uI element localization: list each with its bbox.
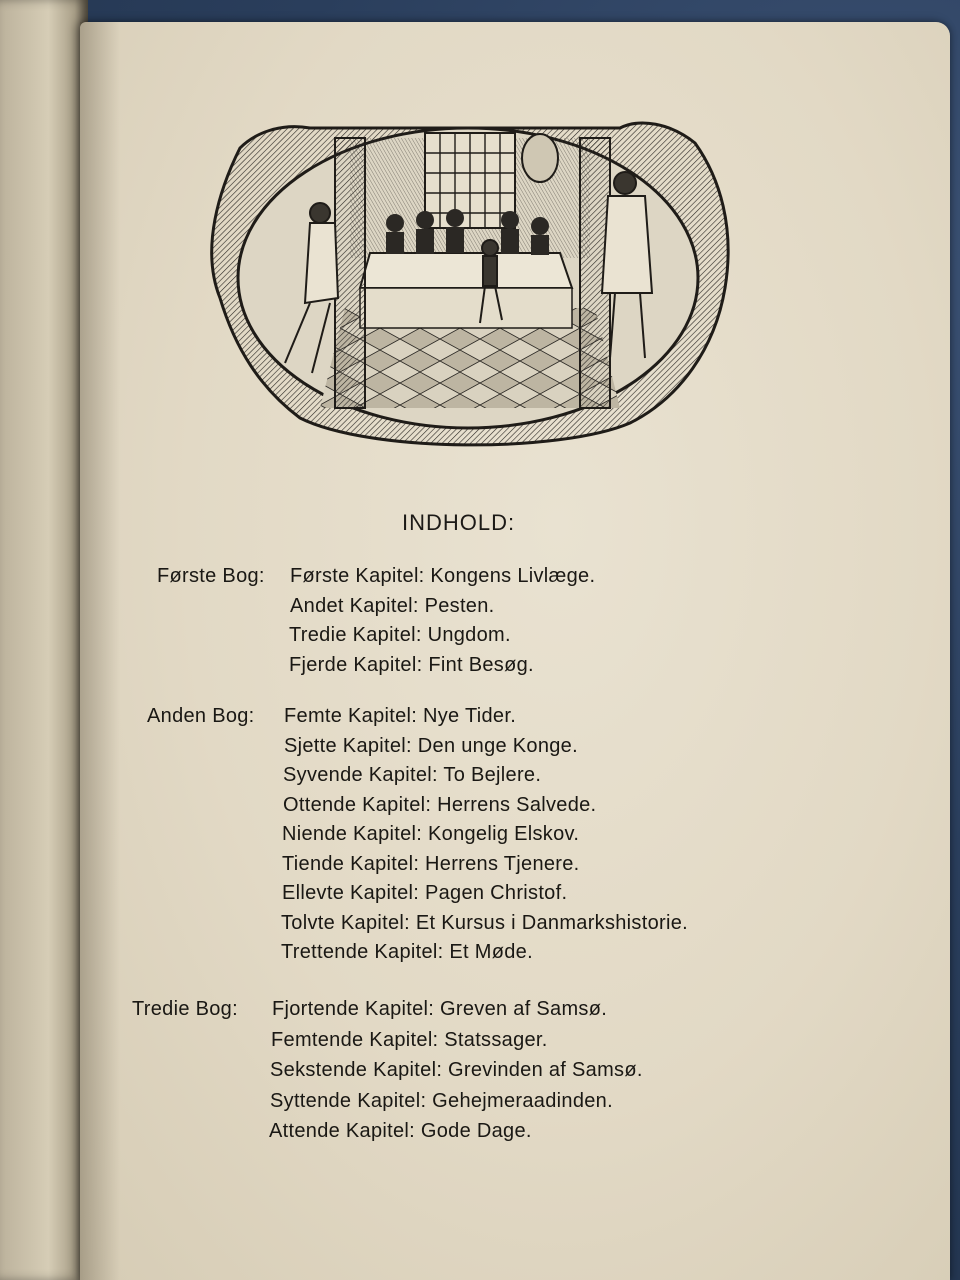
chapter-title: Grevinden af Samsø. xyxy=(442,1059,643,1081)
chapter-title: Fint Besøg. xyxy=(422,653,534,676)
chapter-title: Greven af Samsø. xyxy=(434,998,608,1020)
book-label: Anden Bog: xyxy=(147,705,255,727)
chapter-entry xyxy=(281,912,688,935)
chapter-number: Sjette Kapitel: xyxy=(284,734,412,757)
chapter-entry xyxy=(269,1120,532,1143)
chapter-entry xyxy=(283,764,541,787)
chapter-entry xyxy=(284,735,578,758)
chapter-entry xyxy=(282,853,580,876)
chapter-number: Niende Kapitel: xyxy=(282,823,423,845)
chapter-number: Tiende Kapitel: xyxy=(282,852,420,875)
chapter-number: Femte Kapitel: xyxy=(284,705,418,727)
chapter-entry xyxy=(290,565,595,588)
chapter-title: To Bejlere. xyxy=(437,764,542,786)
chapter-number: Fjortende Kapitel: xyxy=(272,998,435,1020)
chapter-title: Statssager. xyxy=(438,1028,548,1051)
chapter-entry xyxy=(290,595,495,618)
chapter-title: Kongens Livlæge. xyxy=(424,565,596,587)
chapter-entry xyxy=(270,1059,643,1082)
chapter-entry xyxy=(272,998,607,1021)
chapter-title: Herrens Salvede. xyxy=(431,793,597,816)
chapter-entry xyxy=(283,794,596,817)
chapter-number: Trettende Kapitel: xyxy=(281,941,444,963)
chapter-title: Pagen Christof. xyxy=(419,882,568,904)
toc-heading: INDHOLD: xyxy=(402,510,516,535)
chapter-number: Syvende Kapitel: xyxy=(283,764,438,786)
chapter-number: Attende Kapitel: xyxy=(269,1120,416,1142)
chapter-title: Gode Dage. xyxy=(415,1120,532,1142)
chapter-entry xyxy=(284,705,516,728)
chapter-title: Nye Tider. xyxy=(417,705,517,727)
chapter-entry xyxy=(289,624,511,647)
chapter-number: Tredie Kapitel: xyxy=(289,624,422,646)
chapter-title: Ungdom. xyxy=(421,624,511,646)
chapter-entry xyxy=(282,882,567,905)
chapter-entry xyxy=(270,1090,613,1113)
chapter-entry xyxy=(289,654,534,677)
chapter-number: Fjerde Kapitel: xyxy=(289,653,423,676)
chapter-title: Pesten. xyxy=(418,594,495,617)
chapter-title: Den unge Konge. xyxy=(411,734,578,757)
book-label: Første Bog: xyxy=(157,565,265,587)
chapter-title: Kongelig Elskov. xyxy=(422,823,580,845)
chapter-number: Ottende Kapitel: xyxy=(283,793,432,816)
chapter-title: Et Kursus i Danmarkshistorie. xyxy=(410,911,688,934)
chapter-number: Tolvte Kapitel: xyxy=(281,911,411,934)
chapter-number: Syttende Kapitel: xyxy=(270,1089,427,1112)
chapter-title: Herrens Tjenere. xyxy=(419,852,580,875)
book-label: Tredie Bog: xyxy=(132,998,238,1020)
chapter-number: Andet Kapitel: xyxy=(290,594,419,617)
chapter-number: Ellevte Kapitel: xyxy=(282,882,420,904)
chapter-entry xyxy=(271,1029,548,1052)
chapter-number: Femtende Kapitel: xyxy=(271,1028,439,1051)
chapter-title: Gehejmeraadinden. xyxy=(426,1089,613,1112)
chapter-number: Sekstende Kapitel: xyxy=(270,1059,443,1081)
chapter-entry xyxy=(281,941,533,964)
chapter-number: Første Kapitel: xyxy=(290,565,425,587)
chapter-title: Et Møde. xyxy=(443,941,533,963)
chapter-entry xyxy=(282,823,579,846)
